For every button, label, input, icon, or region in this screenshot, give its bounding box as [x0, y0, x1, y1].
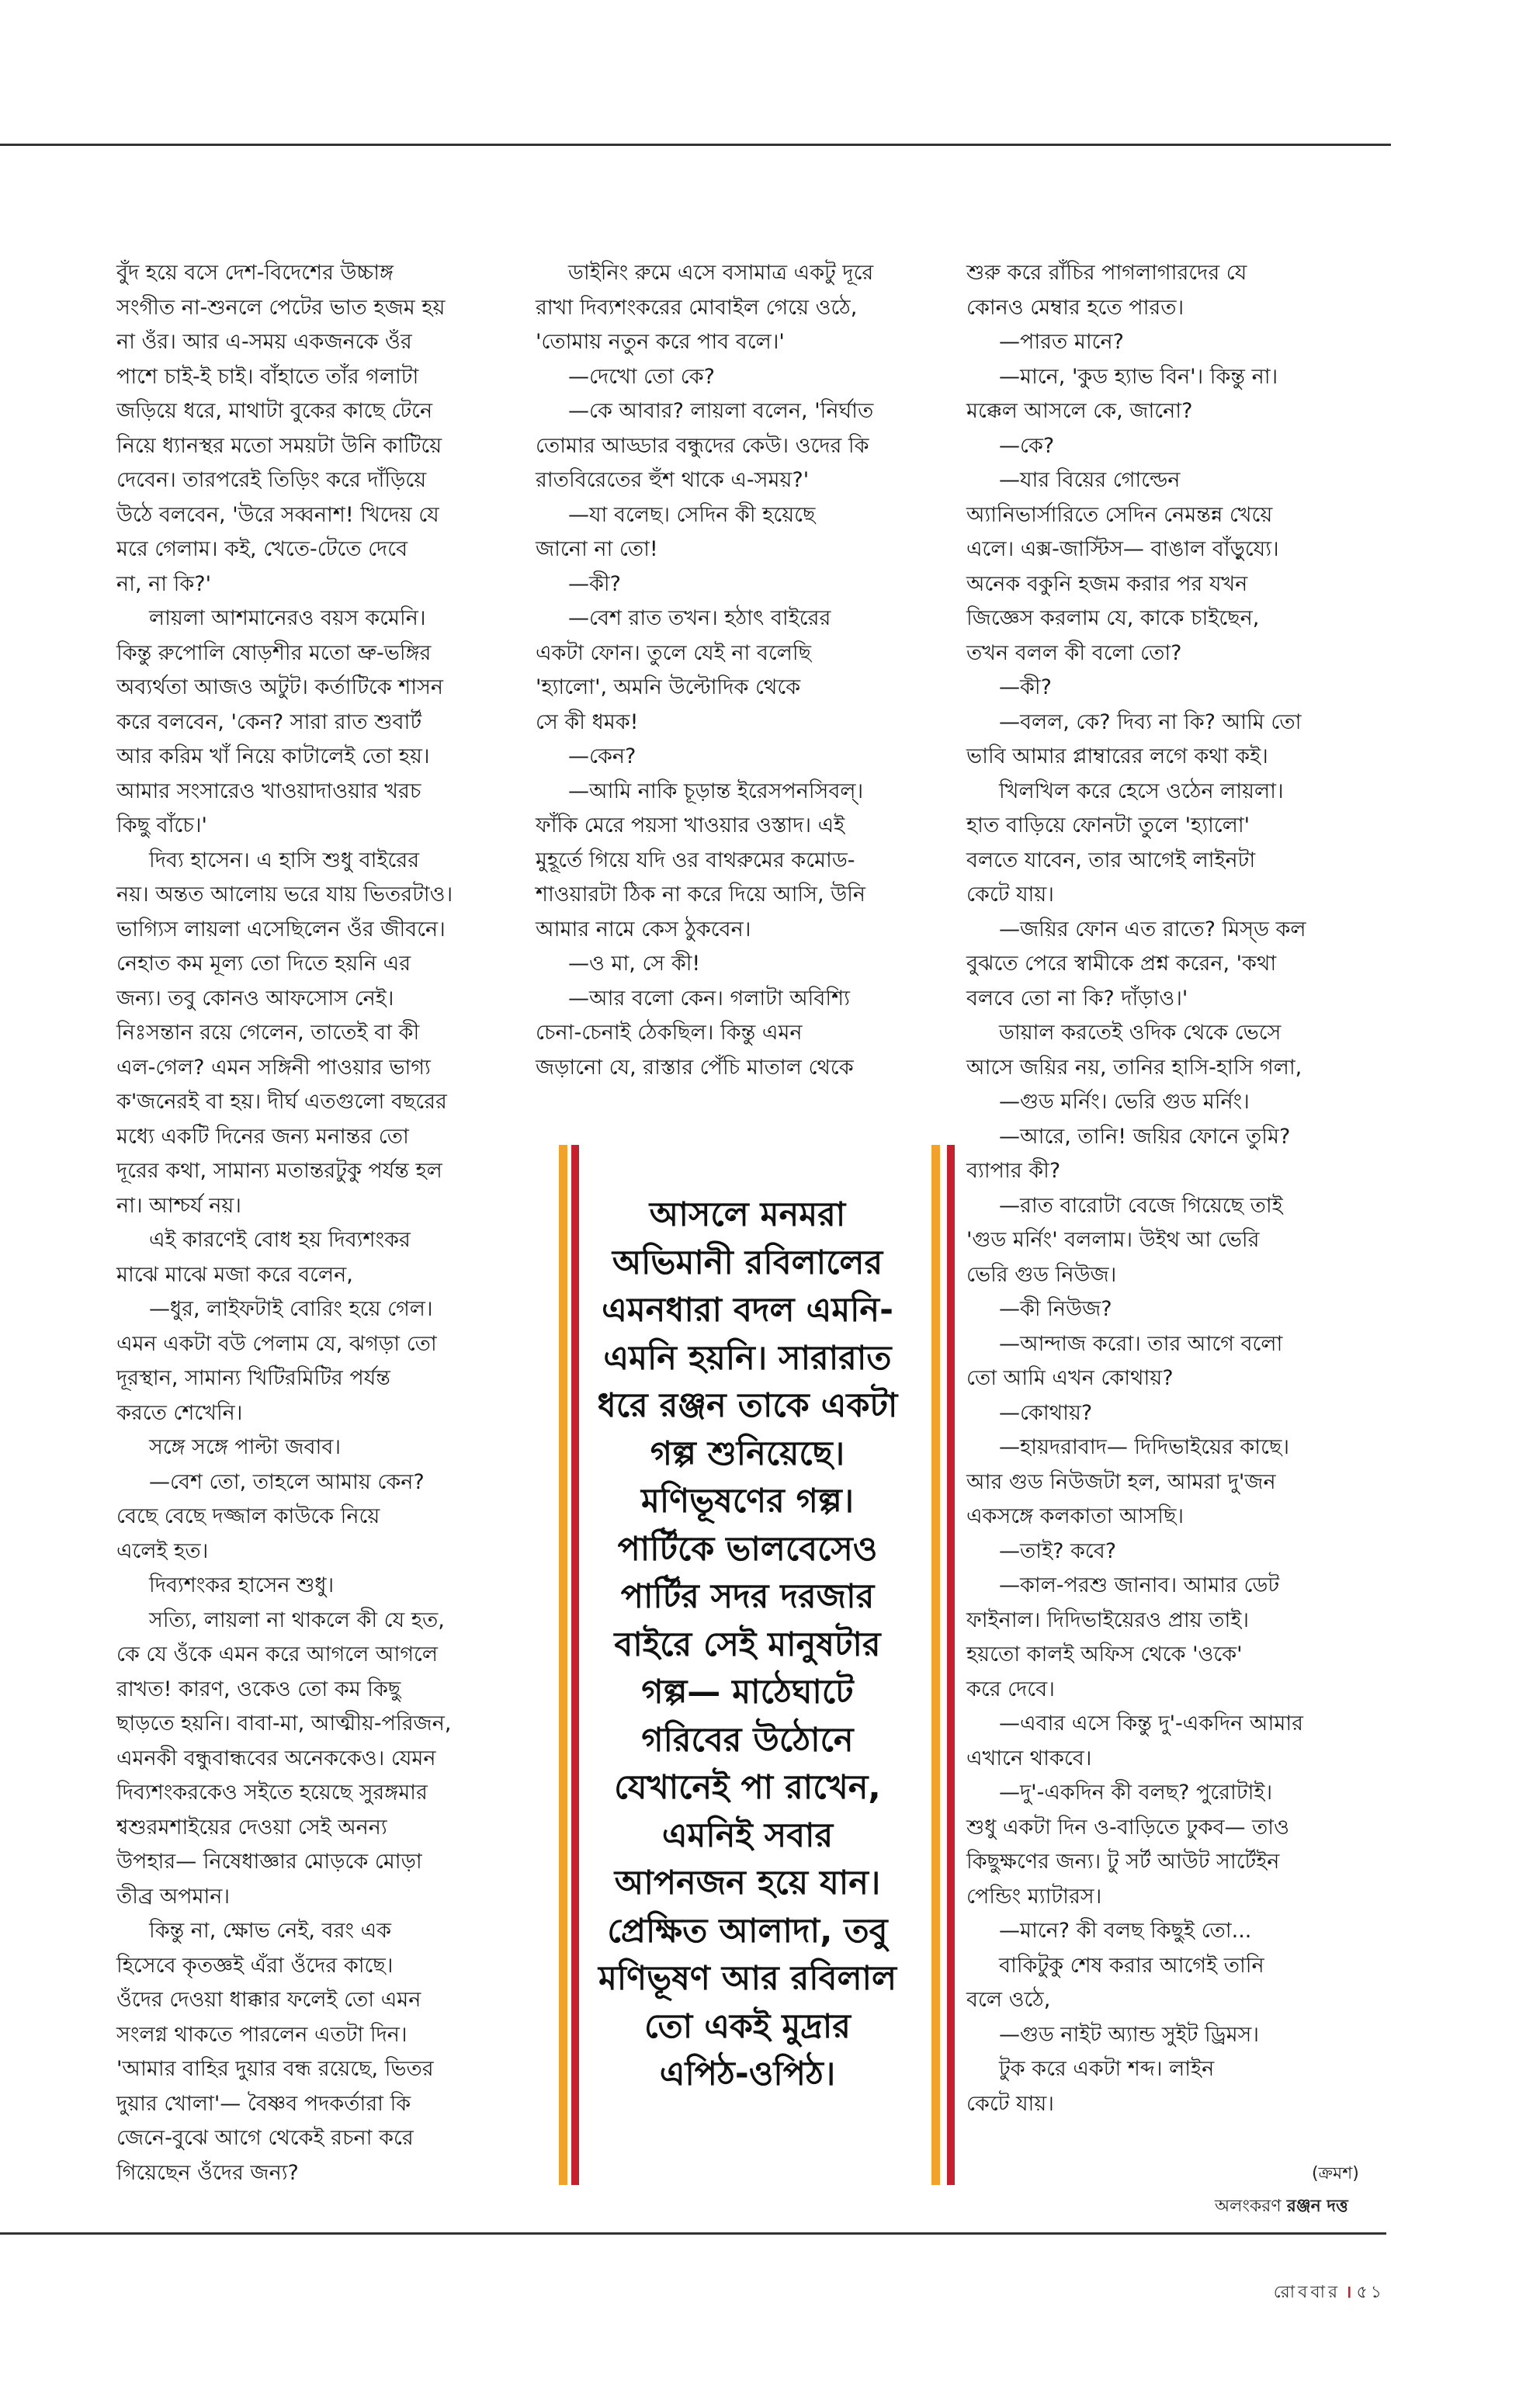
- top-rule: [0, 144, 1391, 146]
- text-line: এমনকী বন্ধুবান্ধবের অনেককেও। যেমন: [116, 1746, 436, 1770]
- text-line: এখানে থাকবে।: [966, 1746, 1092, 1770]
- text-line: অব্যর্থতা আজও অটুট। কর্তাটিকে শাসন: [116, 675, 444, 699]
- text-line: —কী?: [568, 571, 621, 596]
- text-line: উপহার— নিষেধাজ্ঞার মোড়কে মোড়া: [116, 1850, 422, 1874]
- pull-quote-box: [536, 1145, 959, 2204]
- text-line: —কে আবার? লায়লা বলেন, 'নির্ঘাত: [568, 399, 874, 423]
- text-column-3: [966, 256, 1370, 2121]
- text-line: —কাল-পরশু জানাব। আমার ডেট: [999, 1573, 1280, 1597]
- text-line: লায়লা আশমানেরও বয়স কমেনি।: [149, 606, 426, 630]
- text-line: দিব্য হাসেন। এ হাসি শুধু বাইরের: [149, 848, 420, 872]
- text-line: —গুড মর্নিং। ভেরি গুড মর্নিং।: [999, 1090, 1250, 1114]
- text-line: চেনা-চেনাই ঠেকছিল। কিন্তু এমন: [536, 1021, 803, 1045]
- text-line: সংলগ্ন থাকতে পারলেন এতটা দিন।: [116, 2022, 408, 2047]
- text-line: তীব্র অপমান।: [116, 1884, 231, 1909]
- text-line: —হায়দরাবাদ— দিদিভাইয়ের কাছে।: [999, 1435, 1289, 1459]
- text-line: —ও মা, সে কী!: [568, 952, 701, 976]
- text-line: বলতে যাবেন, তার আগেই লাইনটা: [966, 848, 1256, 872]
- text-line: তোমার আড্ডার বন্ধুদের কেউ। ওদের কি: [536, 433, 869, 458]
- text-line: সত্যি, লায়লা না থাকলে কী যে হত,: [149, 1607, 445, 1632]
- text-line: না ওঁর। আর এ-সময় একজনকে ওঁর: [116, 330, 412, 354]
- text-line: কিছুক্ষণের জন্য। টু সর্ট আউট সার্টেইন: [966, 1850, 1280, 1874]
- text-line: শুধু একটা দিন ও-বাড়িতে ঢুকব— তাও: [966, 1815, 1290, 1840]
- text-line: শুরু করে রাঁচির পাগলাগারদের যে: [966, 261, 1247, 285]
- text-line: —আরে, তানি! জয়ির ফোনে তুমি?: [999, 1124, 1291, 1149]
- text-line: বুঁদ হয়ে বসে দেশ-বিদেশের উচ্চাঙ্গ: [116, 261, 394, 285]
- text-line: নিয়ে ধ্যানস্থর মতো সময়টা উনি কাটিয়ে: [116, 433, 442, 458]
- text-line: দুয়ার খোলা'— বৈষ্ণব পদকর্তারা কি: [116, 2091, 411, 2116]
- text-line: আসে জয়ির নয়, তানির হাসি-হাসি গলা,: [966, 1055, 1302, 1080]
- text-line: দূরস্থান, সামান্য খিটিরমিটির পর্যন্ত: [116, 1366, 390, 1390]
- text-line: ছাড়তে হয়নি। বাবা-মা, আত্মীয়-পরিজন,: [116, 1712, 452, 1736]
- pull-quote: আসলে মনমরা অভিমানী রবিলালের এমনধারা বদল এমনি-এমনি হয়নি। সারারাত ধরে রঞ্জন তাকে একটা গল্প শুনিয়েছে। মণিভূষণের গল্প। পার্টিকে ভালবেসেও পার্টির সদর দরজার বাইরে সেই মানুষটার গল্প— মাঠেঘাটে গরিবের উঠোনে যেখানেই পা রাখেন, এমনিই সবার আপনজন হয়ে যান। প্রেক্ষিত আলাদা, তবু মণিভূষণ আর রবিলাল তো একই মুদ্রার এপিঠ-ওপিঠ।: [597, 1195, 898, 2093]
- text-line: ফাইনাল। দিদিভাইয়েরও প্রায় তাই।: [966, 1607, 1250, 1632]
- text-line: হয়তো কালই অফিস থেকে 'ওকে': [966, 1642, 1243, 1666]
- text-line: মাঝে মাঝে মজা করে বলেন,: [116, 1262, 353, 1287]
- text-line: এলে। এক্স-জাস্টিস— বাঙাল বাঁড়ুয্যে।: [966, 537, 1279, 561]
- text-line: উঠে বলবেন, 'উরে সব্বনাশ! খিদেয় যে: [116, 502, 439, 527]
- text-line: —মানে? কী বলছ কিছুই তো...: [999, 1919, 1252, 1943]
- text-line: অনেক বকুনি হজম করার পর যখন: [966, 571, 1248, 596]
- text-line: সঙ্গে সঙ্গে পাল্টা জবাব।: [149, 1435, 342, 1459]
- text-line: ডায়াল করতেই ওদিক থেকে ভেসে: [999, 1021, 1282, 1045]
- text-line: বুঝতে পেরে স্বামীকে প্রশ্ন করেন, 'কথা: [966, 952, 1277, 976]
- text-line: করে দেবে।: [966, 1677, 1055, 1701]
- continued-note: (ক্রমশ): [1312, 2164, 1359, 2183]
- text-line: অ্যানিভার্সারিতে সেদিন নেমন্তন্ন খেয়ে: [966, 502, 1273, 527]
- text-line: সংগীত না-শুনলে পেটের ভাত হজম হয়: [116, 295, 446, 320]
- text-line: আর করিম খাঁ নিয়ে কাটালেই তো হয়।: [116, 744, 430, 768]
- text-line: —এবার এসে কিন্তু দু'-একদিন আমার: [999, 1712, 1303, 1736]
- text-line: না। আশ্চর্য নয়।: [116, 1193, 241, 1218]
- text-line: 'আমার বাহির দুয়ার বন্ধ রয়েছে, ভিতর: [116, 2057, 434, 2081]
- text-line: —আমি নাকি চূড়ান্ত ইরেসপনসিবল্‌।: [568, 779, 864, 803]
- text-line: দিব্যশংকর হাসেন শুধু।: [149, 1573, 335, 1597]
- quote-bar-orange-left: [559, 1145, 567, 2185]
- text-line: আমার সংসারেও খাওয়াদাওয়ার খরচ: [116, 779, 421, 803]
- bottom-rule: [0, 2232, 1386, 2235]
- illustration-label: অলংকরণ: [1215, 2197, 1282, 2216]
- text-line: একসঙ্গে কলকাতা আসছি।: [966, 1504, 1184, 1528]
- text-line: ওঁদের দেওয়া ধাক্কার ফলেই তো এমন: [116, 1988, 421, 2012]
- text-line: মুহূর্তে গিয়ে যদি ওর বাথরুমের কমোড-: [536, 848, 855, 872]
- text-column-1: [116, 256, 520, 2190]
- text-line: —কে?: [999, 433, 1055, 458]
- text-line: ব্যাপার কী?: [966, 1159, 1061, 1183]
- text-line: মরে গেলাম। কই, খেতে-টেতে দেবে: [116, 537, 408, 561]
- text-line: পাশে চাই-ই চাই। বাঁহাতে তাঁর গলাটা: [116, 364, 419, 389]
- magazine-name: রোববার: [1273, 2283, 1341, 2302]
- text-line: পেন্ডিং ম্যাটারস।: [966, 1884, 1102, 1909]
- text-line: ফাঁকি মেরে পয়সা খাওয়ার ওস্তাদ। এই: [536, 813, 845, 838]
- text-line: —পারত মানে?: [999, 330, 1124, 354]
- text-line: —জয়ির ফোন এত রাতে? মিস্‌ড কল: [999, 917, 1306, 942]
- text-line: —আর বলো কেন। গলাটা অবিশ্যি: [568, 986, 850, 1011]
- text-line: নিঃসন্তান রয়ে গেলেন, তাতেই বা কী: [116, 1021, 420, 1045]
- illustrator-name: রঞ্জন দত্ত: [1286, 2197, 1348, 2216]
- text-line: আমার নামে কেস ঠুকবেন।: [536, 917, 751, 942]
- text-line: —তাই? কবে?: [999, 1538, 1117, 1563]
- text-line: শাওয়ারটা ঠিক না করে দিয়ে আসি, উনি: [536, 883, 866, 907]
- text-line: —বেশ তো, তাহলে আমায় কেন?: [149, 1469, 425, 1494]
- text-line: দূরের কথা, সামান্য মতান্তরটুকু পর্যন্ত হল: [116, 1159, 442, 1183]
- text-line: 'তোমায় নতুন করে পাব বলে।': [536, 330, 785, 354]
- text-line: কেটে যায়।: [966, 883, 1054, 907]
- text-line: জড়িয়ে ধরে, মাথাটা বুকের কাছে টেনে: [116, 399, 433, 423]
- text-line: ভাবি আমার প্লাম্বারের লগে কথা কই।: [966, 744, 1268, 768]
- text-line: নয়। অন্তত আলোয় ভরে যায় ভিতরটাও।: [116, 883, 453, 907]
- text-line: —দু'-একদিন কী বলছ? পুরোটাই।: [999, 1781, 1273, 1805]
- text-line: জিজ্ঞেস করলাম যে, কাকে চাইছেন,: [966, 606, 1260, 630]
- text-line: একটা ফোন। তুলে যেই না বলেছি: [536, 640, 811, 665]
- text-line: —কী নিউজ?: [999, 1297, 1112, 1321]
- text-line: রাখা দিব্যশংকরের মোবাইল গেয়ে ওঠে,: [536, 295, 858, 320]
- page-footer: [1274, 2279, 1385, 2308]
- quote-bar-red-left: [571, 1145, 579, 2185]
- text-line: টুক করে একটা শব্দ। লাইন: [999, 2057, 1215, 2081]
- text-line: ভেরি গুড নিউজ।: [966, 1262, 1117, 1287]
- text-line: —গুড নাইট অ্যান্ড সুইট ড্রিমস।: [999, 2022, 1260, 2047]
- text-line: কোনও মেম্বার হতে পারত।: [966, 295, 1184, 320]
- text-line: —বেশ রাত তখন। হঠাৎ বাইরের: [568, 606, 831, 630]
- text-line: বলবে তো না কি? দাঁড়াও।': [966, 986, 1188, 1011]
- text-line: জড়ানো যে, রাস্তার পেঁচি মাতাল থেকে: [536, 1055, 854, 1080]
- text-line: —কোথায়?: [999, 1400, 1093, 1425]
- text-line: জানো না তো!: [536, 537, 658, 561]
- text-line: হিসেবে কৃতজ্ঞই এঁরা ওঁদের কাছে।: [116, 1953, 394, 1978]
- text-line: দিব্যশংকরকেও সইতে হয়েছে সুরঙ্গমার: [116, 1781, 428, 1805]
- text-line: না, না কি?': [116, 571, 212, 596]
- text-line: রাতবিরেতের হুঁশ থাকে এ-সময়?': [536, 468, 810, 492]
- text-line: শ্বশুরমশাইয়ের দেওয়া সেই অনন্য: [116, 1815, 387, 1840]
- quote-bar-orange-right: [931, 1145, 940, 2185]
- text-line: বেছে বেছে দজ্জাল কাউকে নিয়ে: [116, 1504, 380, 1528]
- text-line: মধ্যে একটি দিনের জন্য মনান্তর তো: [116, 1124, 409, 1149]
- quote-bar-red-right: [947, 1145, 955, 2185]
- text-line: —বলল, কে? দিব্য না কি? আমি তো: [999, 709, 1302, 734]
- text-line: —রাত বারোটা বেজে গিয়েছে তাই: [999, 1193, 1283, 1218]
- text-line: —ধুর, লাইফটাই বোরিং হয়ে গেল।: [149, 1297, 433, 1321]
- text-line: —যা বলেছ। সেদিন কী হয়েছে: [568, 502, 816, 527]
- text-line: —মানে, 'কুড হ্যাভ বিন'। কিন্তু না।: [999, 364, 1278, 389]
- text-line: তখন বলল কী বলো তো?: [966, 640, 1182, 665]
- text-line: —দেখো তো কে?: [568, 364, 715, 389]
- text-line: কিছু বাঁচে।': [116, 813, 207, 838]
- text-line: —আন্দাজ করো। তার আগে বলো: [999, 1331, 1283, 1356]
- text-line: খিলখিল করে হেসে ওঠেন লায়লা।: [999, 779, 1284, 803]
- text-line: রাখত! কারণ, ওকেও তো কম কিছু: [116, 1677, 401, 1701]
- text-line: এই কারণেই বোধ হয় দিব্যশংকর: [149, 1228, 411, 1252]
- text-line: করে বলবেন, 'কেন? সারা রাত শুবার্ট: [116, 709, 422, 734]
- text-line: 'হ্যালো', অমনি উল্টোদিক থেকে: [536, 675, 801, 699]
- text-line: —যার বিয়ের গোল্ডেন: [999, 468, 1181, 492]
- text-line: জেনে-বুঝে আগে থেকেই রচনা করে: [116, 2126, 414, 2150]
- text-line: নেহাত কম মূল্য তো দিতে হয়নি এর: [116, 952, 411, 976]
- text-line: আর গুড নিউজটা হল, আমরা দু'জন: [966, 1469, 1276, 1494]
- text-line: দেবেন। তারপরেই তিড়িং করে দাঁড়িয়ে: [116, 468, 427, 492]
- text-line: ক'জনেরই বা হয়। দীর্ঘ এতগুলো বছরের: [116, 1090, 447, 1114]
- text-line: এমন একটা বউ পেলাম যে, ঝগড়া তো: [116, 1331, 437, 1356]
- text-line: বলে ওঠে,: [966, 1988, 1051, 2012]
- text-line: কিন্তু রুপোলি ষোড়শীর মতো ভ্রু-ভঙ্গির: [116, 640, 432, 665]
- text-line: ভাগ্যিস লায়লা এসেছিলেন ওঁর জীবনে।: [116, 917, 446, 942]
- page-number: ৫১: [1356, 2283, 1385, 2302]
- text-line: —কী?: [999, 675, 1052, 699]
- text-line: 'গুড মর্নিং' বললাম। উইথ আ ভেরি: [966, 1228, 1260, 1252]
- text-line: এল-গেল? এমন সঙ্গিনী পাওয়ার ভাগ্য: [116, 1055, 431, 1080]
- text-column-2: [536, 256, 939, 1085]
- text-line: সে কী ধমক!: [536, 709, 639, 734]
- text-line: —কেন?: [568, 744, 636, 768]
- text-line: তো আমি এখন কোথায়?: [966, 1366, 1174, 1390]
- text-line: হাত বাড়িয়ে ফোনটা তুলে 'হ্যালো': [966, 813, 1250, 838]
- text-line: ডাইনিং রুমে এসে বসামাত্র একটু দূরে: [568, 261, 874, 285]
- text-line: কেটে যায়।: [966, 2091, 1054, 2116]
- illustration-credit: [1215, 2193, 1348, 2221]
- text-line: কে যে ওঁকে এমন করে আগলে আগলে: [116, 1642, 439, 1666]
- text-line: গিয়েছেন ওঁদের জন্য?: [116, 2160, 299, 2185]
- text-line: কিন্তু না, ক্ষোভ নেই, বরং এক: [149, 1919, 392, 1943]
- footer-separator: ।: [1345, 2283, 1352, 2302]
- text-line: মক্কেল আসলে কে, জানো?: [966, 399, 1193, 423]
- text-line: বাকিটুকু শেষ করার আগেই তানি: [999, 1953, 1264, 1978]
- text-line: করতে শেখেনি।: [116, 1400, 243, 1425]
- text-line: এলেই হত।: [116, 1538, 209, 1563]
- text-line: জন্য। তবু কোনও আফসোস নেই।: [116, 986, 394, 1011]
